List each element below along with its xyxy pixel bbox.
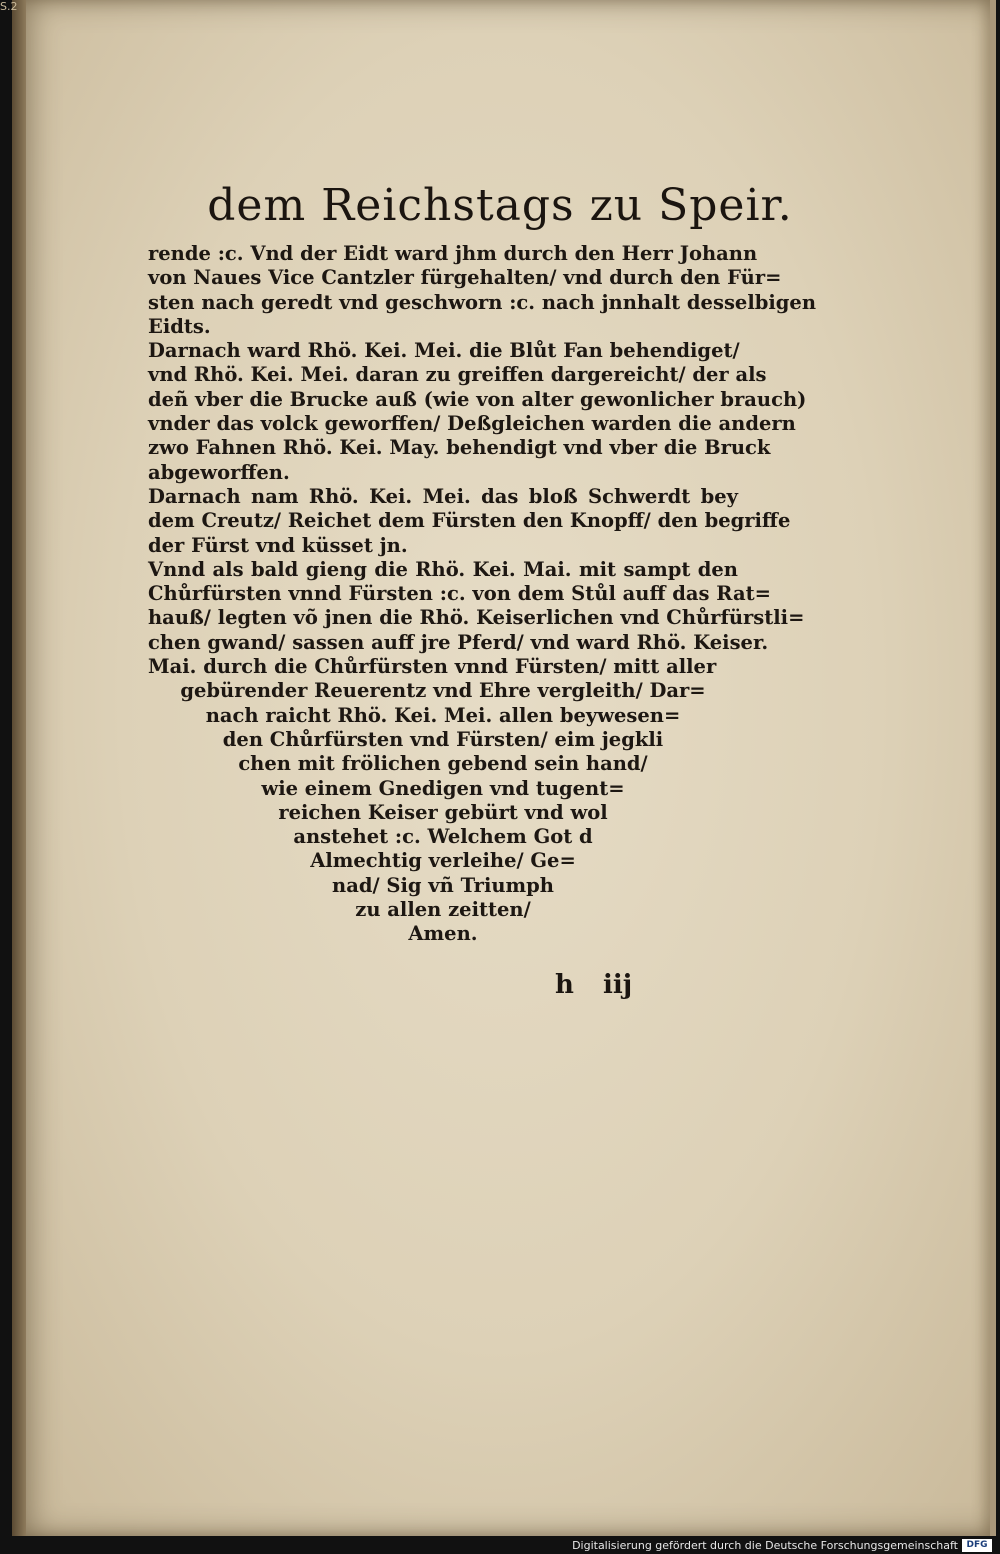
dfg-logo[interactable]: DFG [962, 1539, 992, 1552]
text-line: vnd Rhö. Kei. Mei. daran zu greiffen dargereicht/ der als [148, 363, 767, 387]
text-line: zwo Fahnen Rhö. Kei. May. behendigt vnd vber die Bruck [148, 436, 771, 460]
text-line: Eidts. [148, 314, 211, 338]
text-line: chen gwand/ sassen auff jre Pferd/ vnd ward Rhö. Keiser. [148, 630, 769, 654]
footer-bar [0, 1536, 1000, 1554]
text-line: gebürender Reuerentz vnd Ehre vergleith/ Dar= [180, 679, 706, 703]
text-line: wie einem Gnedigen vnd tugent= [261, 776, 625, 800]
corner-mark: S.2 [0, 0, 18, 13]
text-line: der Fürst vnd küsset jn. [148, 533, 408, 557]
text-line: Almechtig verleihe/ Ge= [310, 849, 576, 873]
text-line: Amen. [408, 922, 478, 946]
text-line: Chůrfürsten vnnd Fürsten :c. von dem Stůl auff das Rat= [148, 582, 771, 606]
text-line: hauß/ legten võ jnen die Rhö. Keiserlichen vnd Chůrfürstli= [148, 606, 805, 630]
text-line: von Naues Vice Cantzler fürgehalten/ vnd durch den Für= [148, 266, 782, 290]
text-line: dem Creutz/ Reichet dem Fürsten den Knopff/ den begriffe [148, 509, 791, 533]
text-line: reichen Keiser gebürt vnd wol [278, 800, 608, 824]
text-line: rende :c. Vnd der Eidt ward jhm durch den Herr Johann [148, 242, 758, 265]
text-line: chen mit frölichen gebend sein hand/ [238, 752, 648, 776]
page-heading: dem Reichstags zu Speir. [207, 180, 793, 231]
text-line: abgeworffen. [148, 460, 290, 484]
text-line: den Chůrfürsten vnd Fürsten/ eim jegkli [222, 727, 664, 751]
text-line: sten nach geredt vnd geschworn :c. nach jnnhalt desselbigen [148, 290, 816, 314]
body-text [148, 242, 816, 947]
text-line: Darnach ward Rhö. Kei. Mei. die Blůt Fan behendiget/ [148, 339, 740, 363]
text-line: anstehet :c. Welchem Got d [293, 825, 593, 849]
text-line: vnder das volck geworffen/ Deßgleichen warden die andern [148, 412, 796, 436]
text-line: Vnnd als bald gieng die Rhö. Kei. Mai. mit sampt den [148, 557, 738, 581]
footer-credit: Digitalisierung gefördert durch die Deutsche Forschungsgemeinschaft [572, 1539, 958, 1552]
text-line: deñ vber die Brucke auß (wie von alter gewonlicher brauch) [148, 387, 807, 411]
text-line: nad/ Sig vñ Triumph [332, 873, 554, 897]
text-line: zu allen zeitten/ [355, 898, 531, 922]
text-line: Darnach nam Rhö. Kei. Mei. das bloß Schwerdt bey [148, 484, 738, 508]
signature-mark: h iij [555, 970, 633, 1000]
text-line: nach raicht Rhö. Kei. Mei. allen beywesen= [205, 703, 681, 727]
text-line: Mai. durch die Chůrfürsten vnnd Fürsten/ mitt aller [148, 655, 717, 679]
